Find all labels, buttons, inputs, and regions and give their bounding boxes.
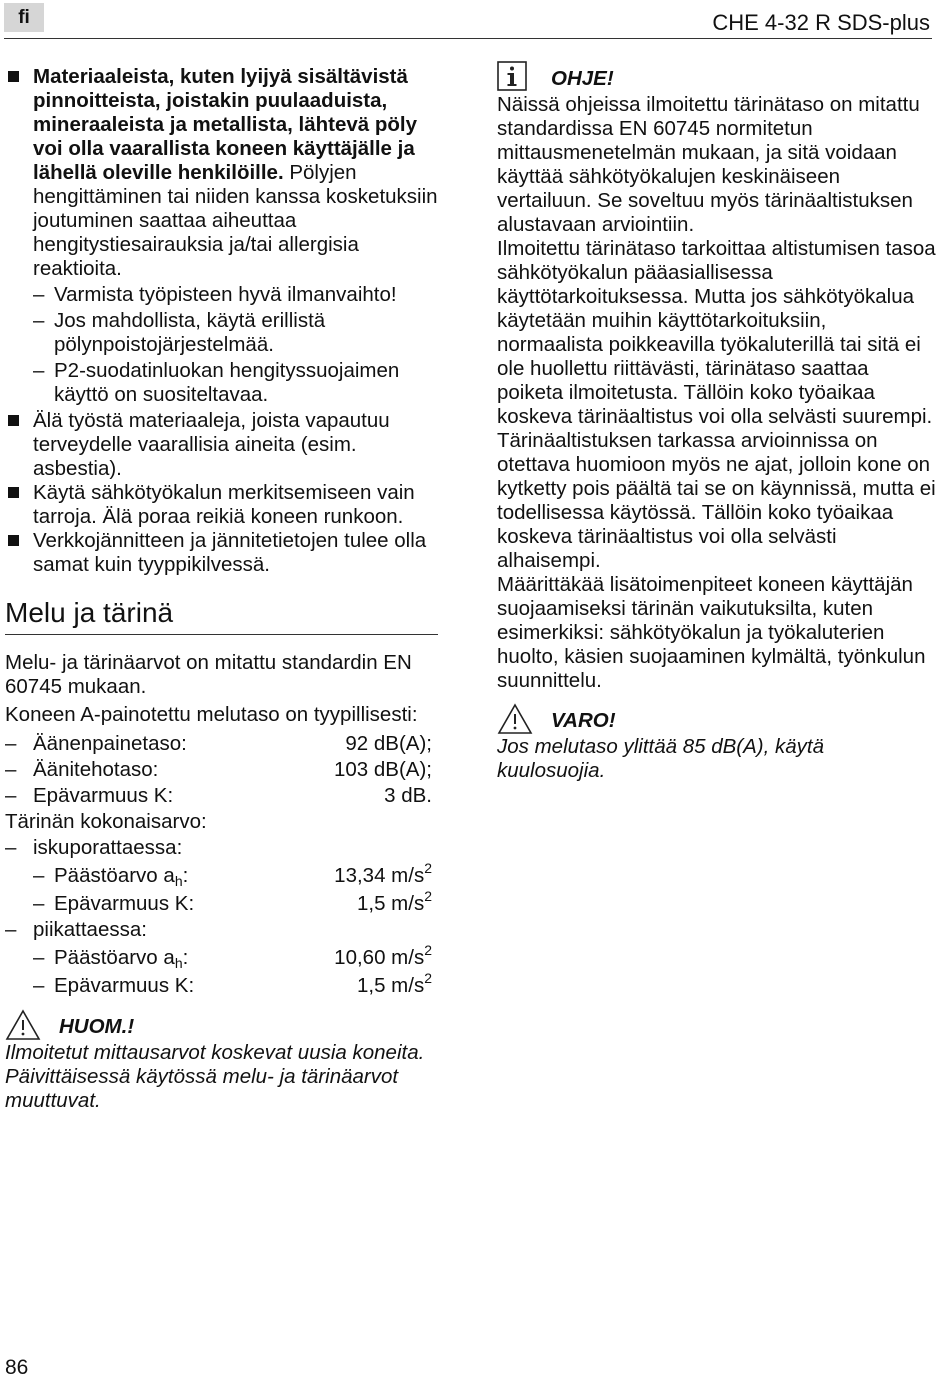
vibration-emission-row: – Päästöarvo $a_h$: 13,34 $m/s^2$ [33, 860, 432, 889]
bullet-item: Verkkojännitteen ja jännitetietojen tulee olla samat kuin tyyppikilvessä. [5, 529, 440, 577]
note-text: Ilmoitetut mittausarvot koskevat uusia koneita. Päivittäisessä käytössä melu- ja tärinäarvot muuttuvat. [5, 1041, 425, 1112]
bullet-dust-warning [5, 65, 440, 281]
noise-row: – Äänenpainetaso: 92 dB(A); [5, 732, 432, 755]
left-column [5, 65, 440, 1117]
warning-triangle-icon [497, 703, 533, 741]
square-bullet-icon [8, 535, 19, 546]
dash-mark: – [33, 309, 45, 332]
info-paragraph: Tärinäaltistuksen tarkassa arvioinnissa on otettava huomioon myös ne ajat, jolloin kone on kytketty pois päältä tai se on käynnissä, mutta ei todellisessa käytössä. Tällöin koko työaikaa koskeva tärinäaltistus voi olla selvästi alhaisempi. [497, 429, 936, 572]
warning-triangle-icon [5, 1009, 41, 1047]
info-paragraph: Näissä ohjeissa ilmoitettu tärinätaso on mitattu standardissa EN 60745 normitetun mittausmenetelmän mukaan, ja sitä voidaan käyttää sähkötyökalujen keskinäiseen vertailuun. Se soveltuu myös tärinäaltistuksen alustavaan arviointiin. [497, 93, 920, 236]
vibration-emission-row: – Päästöarvo $a_h$: 10,60 $m/s^2$ [33, 942, 432, 971]
warning-text: Jos melutaso ylittää 85 dB(A), käytä kuulosuojia. [497, 735, 825, 782]
warning-heading [497, 707, 937, 735]
note-heading [5, 1013, 440, 1041]
info-paragraph: Ilmoitettu tärinätaso tarkoittaa altistumisen tasoa sähkötyökalun pääasiallisessa käyttötarkoituksessa. Mutta jos sähkötyökalua käytetään muihin käyttötarkoituksiin, normaalista poikkeavilla työkaluterillä tai sitä ei ole huollettu riittävästi, tärinätaso saattaa poiketa ilmoitetusta. Tällöin koko työaikaa koskeva tärinäaltistus voi olla selvästi suurempi. [497, 237, 936, 428]
bullet-item: Älä työstä materiaaleja, joista vapautuu terveydelle vaarallisia aineita (esim. asbestia). [5, 409, 440, 481]
vibration-uncertainty-row: – Epävarmuus K: 1,5 $m/s^2$ [33, 970, 432, 997]
dust-warning-bold: Materiaaleista, kuten lyijyä sisältävistä pinnoitteista, joistakin puulaaduista, mineraaleista ja metallista, lähtevä pöly voi olla vaarallista koneen käyttäjälle ja lähellä oleville henkilöille. [33, 65, 417, 184]
dash-mark: – [33, 283, 45, 306]
noise-row: – Äänitehotaso: 103 dB(A); [5, 758, 432, 781]
square-bullet-icon [8, 71, 19, 82]
square-bullet-icon [8, 415, 19, 426]
hammer-drilling-row: – iskuporattaessa: [5, 836, 183, 859]
dash-item: – Varmista työpisteen hyvä ilmanvaihto! [33, 283, 397, 306]
info-paragraph: Määrittäkää lisätoimenpiteet koneen käyttäjän suojaamiseksi tärinän vaikutuksilta, kuten esimerkiksi: sähkötyökalun ja työkaluterien huolto, käsien suojaaminen kylmältä, työnkulun suunnittelu. [497, 573, 926, 692]
warning-title: VARO! [551, 709, 616, 732]
header-divider [4, 38, 932, 39]
dash-item: – Jos mahdollista, käytä erillistä pölynpoistojärjestelmää. [33, 309, 326, 356]
dash-item: – P2-suodatinluokan hengityssuojaimen käyttö on suositeltavaa. [33, 359, 400, 406]
section-title: Melu ja tärinä [5, 596, 438, 635]
dust-warning-text: Pölyjen hengittäminen tai niiden kanssa kosketuksiin joutuminen saattaa aiheuttaa hengitystiesairauksia ja/tai allergisia reaktioita. [33, 161, 438, 280]
noise-row: – Epävarmuus K: 3 dB. [5, 784, 432, 807]
right-column [497, 65, 937, 787]
bullet-item: Käytä sähkötyökalun merkitsemiseen vain tarroja. Älä poraa reikiä koneen runkoon. [5, 481, 440, 529]
note-title: HUOM.! [59, 1015, 135, 1038]
language-tab: fi [4, 3, 44, 32]
info-heading [497, 65, 937, 93]
intro-paragraph: Koneen A-painotettu melutaso on tyypillisesti: [5, 703, 418, 726]
intro-paragraph: Melu- ja tärinäarvot on mitattu standardin EN 60745 mukaan. [5, 651, 412, 698]
vibration-uncertainty-row: – Epävarmuus K: 1,5 $m/s^2$ [33, 888, 432, 915]
square-bullet-icon [8, 487, 19, 498]
info-title: OHJE! [551, 67, 614, 90]
chiselling-row: – piikattaessa: [5, 918, 147, 941]
info-icon [497, 61, 527, 97]
page-number: 86 [5, 1356, 29, 1379]
dash-mark: – [33, 359, 45, 382]
vibration-title: Tärinän kokonaisarvo: [5, 810, 207, 833]
model-title: CHE 4-32 R SDS-plus [712, 10, 930, 35]
